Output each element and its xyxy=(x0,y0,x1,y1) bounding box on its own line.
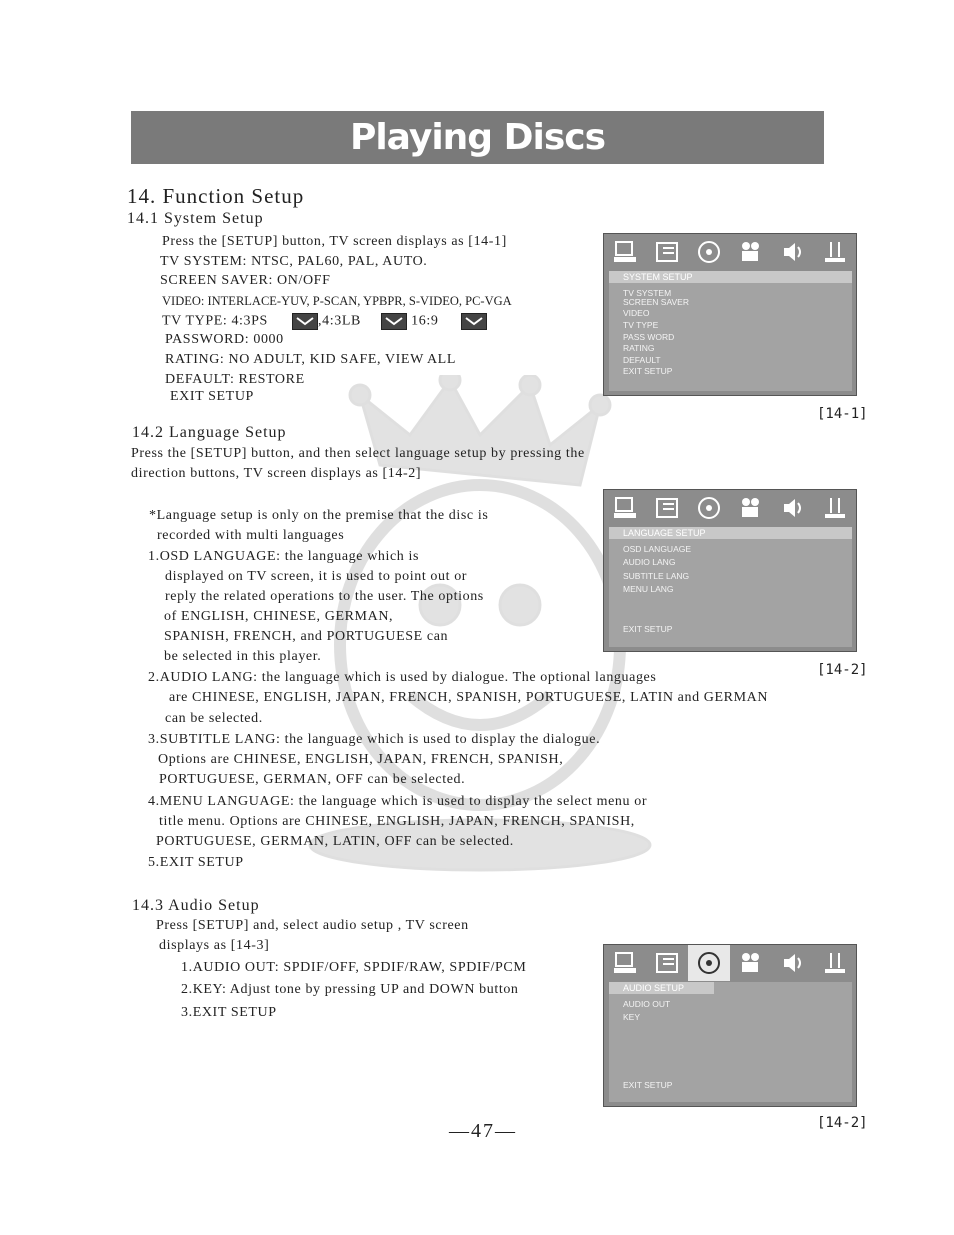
audio-setup-heading: 14.3 Audio Setup xyxy=(132,897,260,914)
menu-item[interactable]: KEY xyxy=(623,1012,641,1022)
figure-caption: [14-1] xyxy=(817,406,868,422)
language-setup-screen xyxy=(603,489,857,652)
icon-bar xyxy=(604,234,856,270)
menu-item[interactable]: TV SYSTEM xyxy=(623,288,672,298)
audio-lang-line: 2.AUDIO LANG: the language which is used by dialogue. The optional languages xyxy=(148,670,657,685)
menu-language-line: PORTUGUESE, GERMAN, LATIN, OFF can be selected. xyxy=(156,834,514,849)
audio-lang-line: are CHINESE, ENGLISH, JAPAN, FRENCH, SPANISH, PORTUGUESE, LATIN and GERMAN xyxy=(169,690,769,705)
figure-caption: [14-2] xyxy=(817,1115,868,1131)
preference-icon xyxy=(814,234,856,270)
menu-language-line: 4.MENU LANGUAGE: the language which is used to display the select menu or xyxy=(148,794,648,809)
menu-item[interactable]: EXIT SETUP xyxy=(623,624,673,634)
osd-language-line: SPANISH, FRENCH, and PORTUGUESE can xyxy=(164,629,449,644)
tv-type-43lb: ,4:3LB xyxy=(318,313,361,329)
audio-intro: Press [SETUP] and, select audio setup , TV screen xyxy=(156,918,469,933)
language-icon xyxy=(646,234,688,270)
language-note: *Language setup is only on the premise that the disc is xyxy=(149,508,489,523)
icon-bar xyxy=(604,945,856,981)
tv-type-line xyxy=(162,313,487,330)
tv-43lb-icon xyxy=(381,313,407,330)
language-icon xyxy=(646,945,688,981)
menu-title: SYSTEM SETUP xyxy=(609,271,852,283)
system-line: VIDEO: INTERLACE-YUV, P-SCAN, YPBPR, S-VIDEO, PC-VGA xyxy=(162,294,512,308)
audio-setup-screen xyxy=(603,944,857,1107)
menu-item[interactable]: SUBTITLE LANG xyxy=(623,571,690,581)
system-icon xyxy=(604,234,646,270)
system-line: Press the [SETUP] button, TV screen displays as [14-1] xyxy=(162,234,507,249)
video-icon xyxy=(730,490,772,526)
language-icon xyxy=(646,490,688,526)
menu-item[interactable]: RATING xyxy=(623,343,655,353)
audio-lang-line: can be selected. xyxy=(165,711,263,726)
menu-item[interactable]: DEFAULT xyxy=(623,355,661,365)
video-icon xyxy=(730,945,772,981)
tv-43ps-icon xyxy=(292,313,318,330)
audio-icon xyxy=(688,945,730,981)
menu-panel xyxy=(609,982,852,1102)
audio-item: 1.AUDIO OUT: SPDIF/OFF, SPDIF/RAW, SPDIF/PCM xyxy=(181,960,527,975)
menu-item[interactable]: MENU LANG xyxy=(623,584,674,594)
language-note: recorded with multi languages xyxy=(157,528,345,543)
tv-169-icon xyxy=(461,313,487,330)
menu-panel xyxy=(609,271,852,391)
page-number: —47— xyxy=(449,1120,517,1142)
menu-language-line: title menu. Options are CHINESE, ENGLISH, JAPAN, FRENCH, SPANISH, xyxy=(159,814,635,829)
menu-title: LANGUAGE SETUP xyxy=(609,527,852,539)
subtitle-lang-line: PORTUGUESE, GERMAN, OFF can be selected. xyxy=(159,772,466,787)
system-line: RATING: NO ADULT, KID SAFE, VIEW ALL xyxy=(165,352,456,367)
system-line: TV SYSTEM: NTSC, PAL60, PAL, AUTO. xyxy=(160,254,428,269)
menu-item[interactable]: OSD LANGUAGE xyxy=(623,544,692,554)
language-setup-heading: 14.2 Language Setup xyxy=(132,424,287,441)
osd-language-line: displayed on TV screen, it is used to point out or xyxy=(165,569,468,584)
osd-language-line: 1.OSD LANGUAGE: the language which is xyxy=(148,549,420,564)
subtitle-lang-line: Options are CHINESE, ENGLISH, JAPAN, FRENCH, SPANISH, xyxy=(158,752,564,767)
menu-item[interactable]: EXIT SETUP xyxy=(623,1080,673,1090)
menu-item[interactable]: SCREEN SAVER xyxy=(623,297,689,307)
section-title: 14. Function Setup xyxy=(127,184,305,208)
system-icon xyxy=(604,490,646,526)
subtitle-lang-line: 3.SUBTITLE LANG: the language which is used to display the dialogue. xyxy=(148,732,601,747)
menu-item[interactable]: AUDIO LANG xyxy=(623,557,676,567)
figure-caption: [14-2] xyxy=(817,662,868,678)
preference-icon xyxy=(814,945,856,981)
video-icon xyxy=(730,234,772,270)
osd-language-line: of ENGLISH, CHINESE, GERMAN, xyxy=(164,609,394,624)
exit-setup-line: 5.EXIT SETUP xyxy=(148,855,244,870)
menu-title: AUDIO SETUP xyxy=(609,982,714,994)
audio-icon xyxy=(688,490,730,526)
audio-icon xyxy=(688,234,730,270)
audio-intro: displays as [14-3] xyxy=(159,938,270,953)
system-icon xyxy=(604,945,646,981)
menu-item[interactable]: EXIT SETUP xyxy=(623,366,673,376)
speaker-icon xyxy=(772,490,814,526)
system-line: PASSWORD: 0000 xyxy=(165,332,284,347)
system-line: DEFAULT: RESTORE xyxy=(165,372,305,387)
language-intro: Press the [SETUP] button, and then select language setup by pressing the xyxy=(131,446,585,461)
system-setup-screen xyxy=(603,233,857,396)
menu-item[interactable]: TV TYPE xyxy=(623,320,659,330)
page-banner: Playing Discs xyxy=(131,111,824,164)
menu-item[interactable]: PASS WORD xyxy=(623,332,675,342)
audio-item: 2.KEY: Adjust tone by pressing UP and DOWN button xyxy=(181,982,519,997)
speaker-icon xyxy=(772,945,814,981)
menu-item[interactable]: VIDEO xyxy=(623,308,650,318)
preference-icon xyxy=(814,490,856,526)
osd-language-line: be selected in this player. xyxy=(164,649,322,664)
icon-bar xyxy=(604,490,856,526)
system-setup-heading: 14.1 System Setup xyxy=(127,210,264,227)
menu-item[interactable]: AUDIO OUT xyxy=(623,999,671,1009)
system-line: EXIT SETUP xyxy=(170,389,254,404)
osd-language-line: reply the related operations to the user. The options xyxy=(165,589,484,604)
tv-type-169: 16:9 xyxy=(411,313,439,329)
audio-item: 3.EXIT SETUP xyxy=(181,1005,277,1020)
speaker-icon xyxy=(772,234,814,270)
system-line: SCREEN SAVER: ON/OFF xyxy=(160,273,331,288)
tv-type-label: TV TYPE: 4:3PS xyxy=(162,313,268,329)
language-intro: direction buttons, TV screen displays as [14-2] xyxy=(131,466,422,481)
menu-panel xyxy=(609,527,852,647)
